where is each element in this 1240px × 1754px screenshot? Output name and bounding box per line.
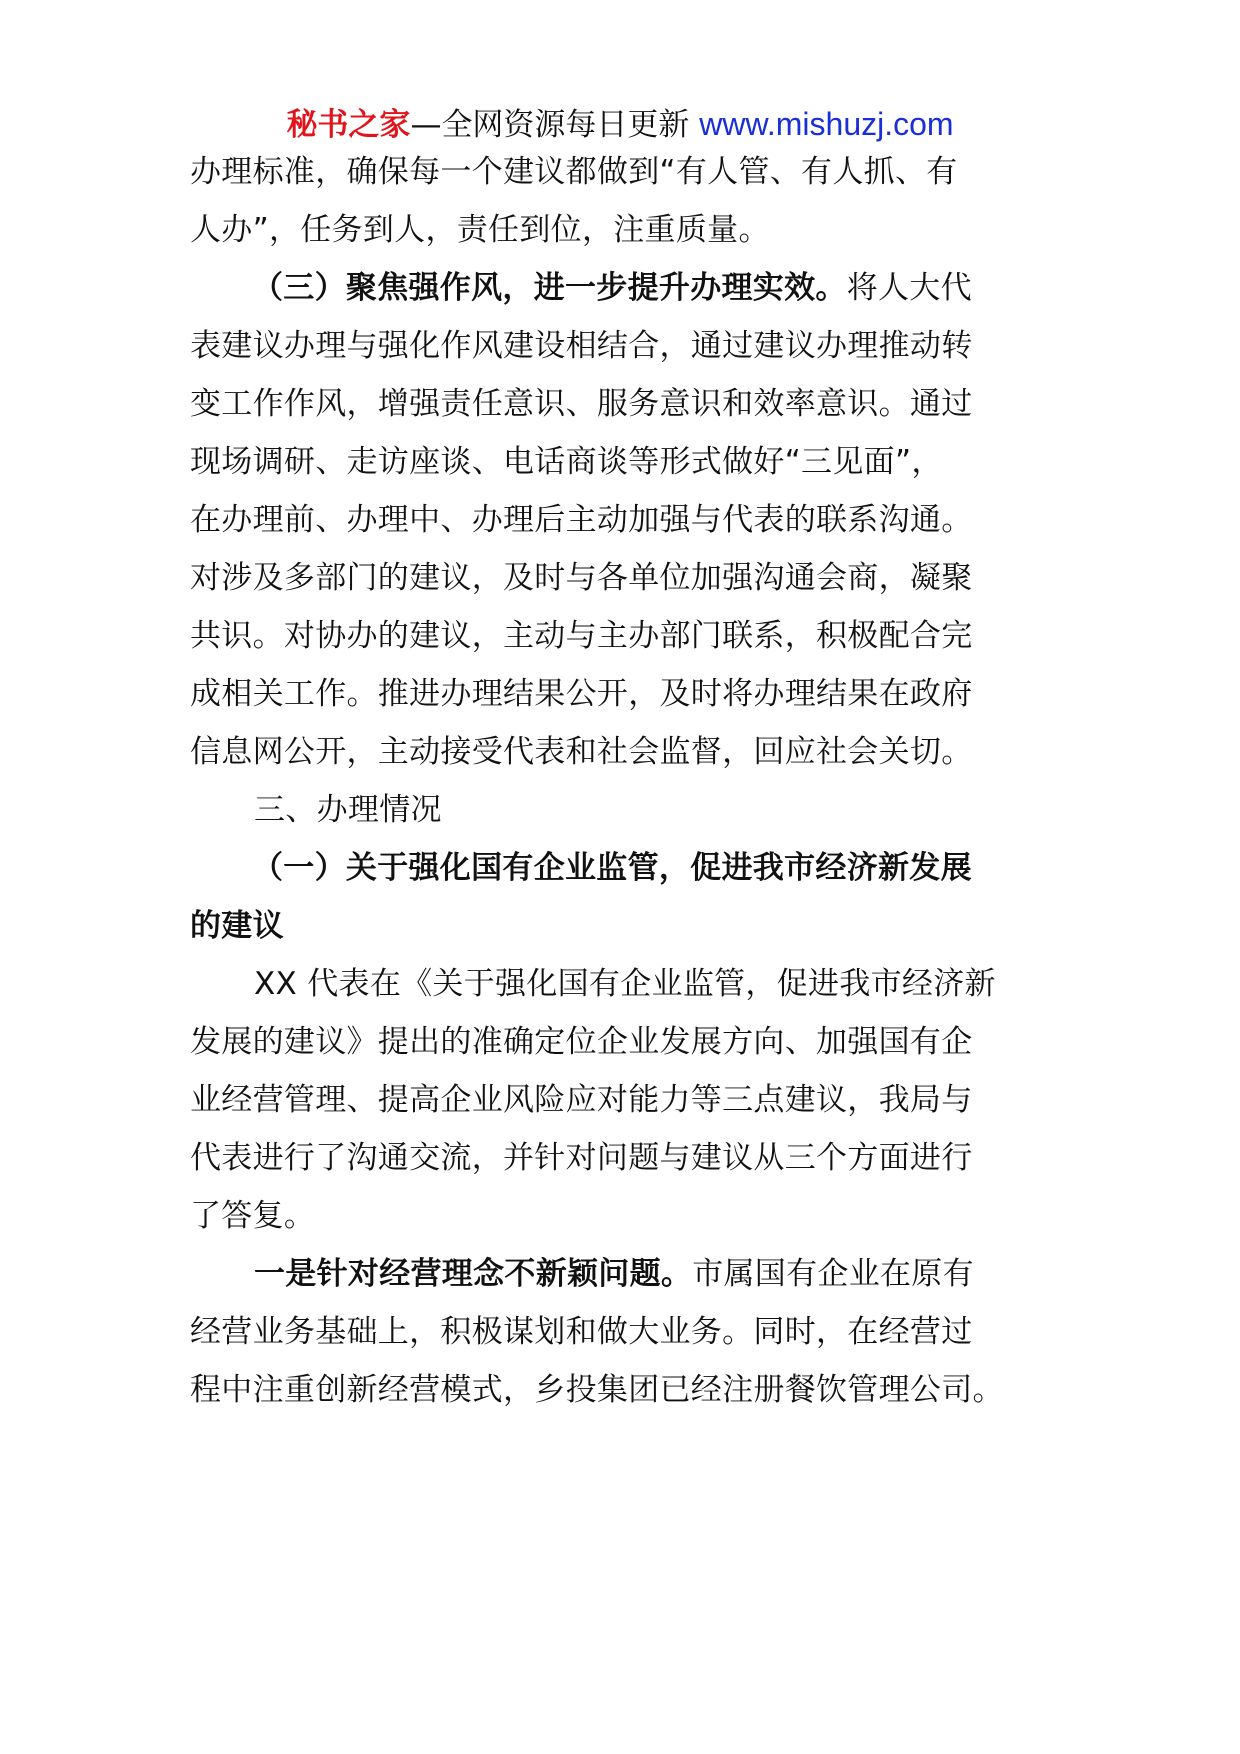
header-brand: 秘书之家 <box>286 107 411 143</box>
header-url[interactable]: www.mishuzj.com <box>699 106 954 142</box>
text-line: 现场调研、走访座谈、电话商谈等形式做好“三见面”， <box>190 444 943 480</box>
text-line: 变工作作风，增强责任意识、服务意识和效率意识。通过 <box>190 386 973 422</box>
text-line: 经营业务基础上，积极谋划和做大业务。同时，在经营过 <box>190 1314 973 1350</box>
text-line: XX 代表在《关于强化国有企业监管，促进我市经济新 <box>254 966 996 1002</box>
text-line: 表建议办理与强化作风建设相结合，通过建议办理推动转 <box>190 328 973 364</box>
text-line: 共识。对协办的建议，主动与主办部门联系，积极配合完 <box>190 618 973 654</box>
subsection-heading-cont: 的建议 <box>190 908 284 944</box>
text-line: 成相关工作。推进办理结果公开，及时将办理结果在政府 <box>190 676 973 712</box>
text-line: 了答复。 <box>190 1198 316 1234</box>
subsection-heading: （一）关于强化国有企业监管，促进我市经济新发展 <box>252 850 972 886</box>
page-header <box>0 102 1240 147</box>
chapter-heading: 三、办理情况 <box>254 792 442 828</box>
section-heading-line: （三）聚焦强作风，进一步提升办理实效。将人大代 <box>252 270 972 306</box>
text-line: 代表进行了沟通交流，并针对问题与建议从三个方面进行 <box>190 1140 973 1176</box>
header-tagline: —全网资源每日更新 <box>410 107 690 143</box>
text-line: 在办理前、办理中、办理后主动加强与代表的联系沟通。 <box>190 502 973 538</box>
text-line: 发展的建议》提出的准确定位企业发展方向、加强国有企 <box>190 1024 973 1060</box>
text-line: 对涉及多部门的建议，及时与各单位加强沟通会商，凝聚 <box>190 560 973 596</box>
text-line: 人办”，任务到人，责任到位，注重质量。 <box>190 212 770 248</box>
text-line: 信息网公开，主动接受代表和社会监督，回应社会关切。 <box>190 734 973 770</box>
text-line: 办理标准，确保每一个建议都做到“有人管、有人抓、有 <box>190 154 958 190</box>
text-line: 业经营管理、提高企业风险应对能力等三点建议，我局与 <box>190 1082 973 1118</box>
point-heading-line: 一是针对经营理念不新颖问题。市属国有企业在原有 <box>254 1256 974 1292</box>
text-line: 程中注重创新经营模式，乡投集团已经注册餐饮管理公司。 <box>190 1372 1004 1408</box>
